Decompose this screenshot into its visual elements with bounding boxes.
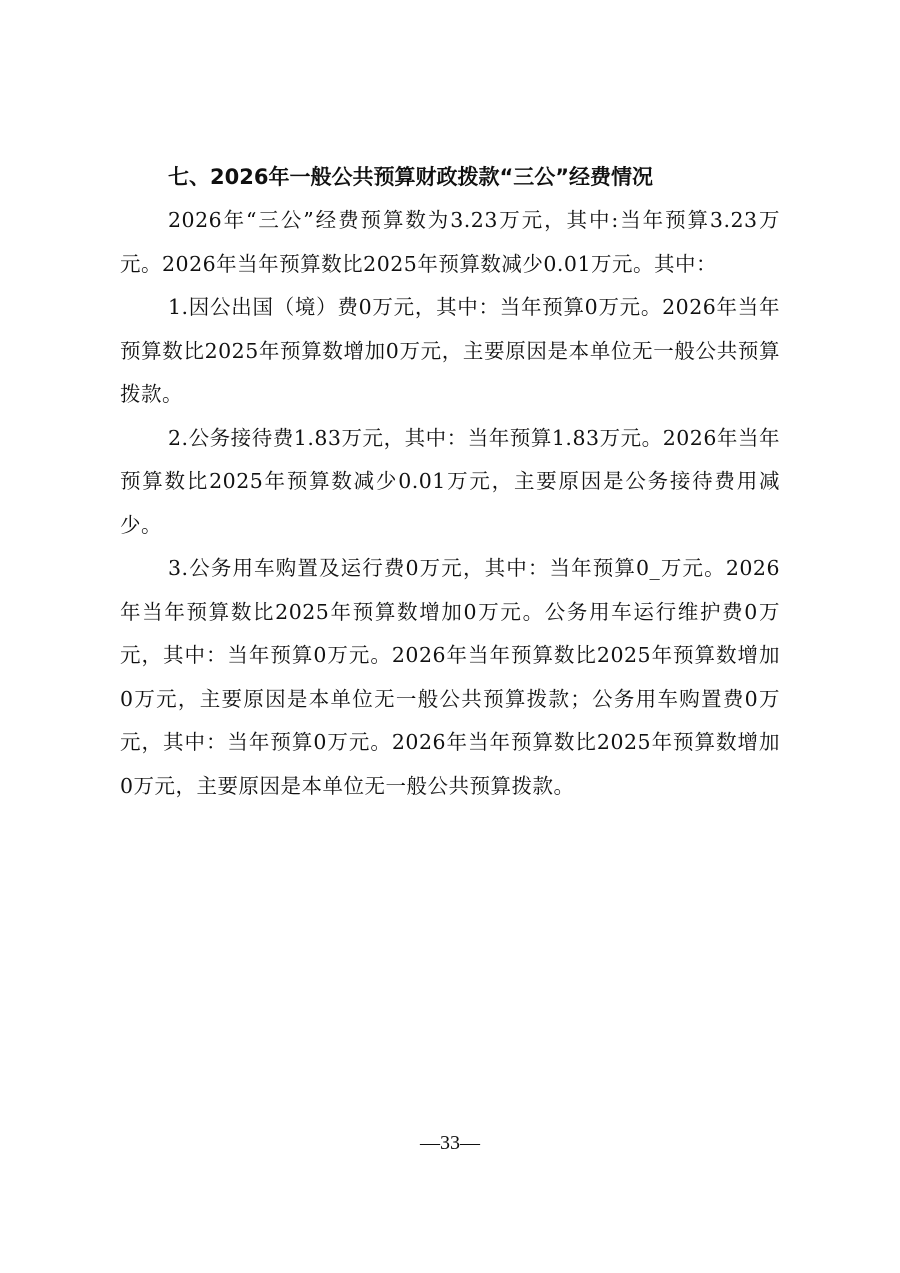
section-heading: 七、2026年一般公共预算财政拨款“三公”经费情况 xyxy=(168,165,654,189)
paragraph-official-vehicles: 3.公务用车购置及运行费0万元，其中：当年预算0_万元。2026年当年预算数比2025年预算数增加0万元。公务用车运行维护费0万元，其中：当年预算0万元。2026年当年预算数比2025年预算数增加0万元，主要原因是本单位无一般公共预算拨款；公务用车购置费0万元，其中：当年预算0万元。2026年当年预算数比2025年预算数增加0万元，主要原因是本单位无一般公共预算拨款。 xyxy=(120,556,780,798)
paragraph-summary: 2026年“三公”经费预算数为3.23万元，其中:当年预算3.23万元。2026年当年预算数比2025年预算数减少0.01万元。其中： xyxy=(120,208,780,276)
paragraph-overseas-travel: 1.因公出国（境）费0万元，其中：当年预算0万元。2026年当年预算数比2025年预算数增加0万元，主要原因是本单位无一般公共预算拨款。 xyxy=(120,295,780,406)
document-page xyxy=(120,156,780,808)
paragraph-official-reception: 2.公务接待费1.83万元，其中：当年预算1.83万元。2026年当年预算数比2025年预算数减少0.01万元，主要原因是公务接待费用减少。 xyxy=(120,425,780,537)
page-number: —33— xyxy=(420,1132,480,1154)
